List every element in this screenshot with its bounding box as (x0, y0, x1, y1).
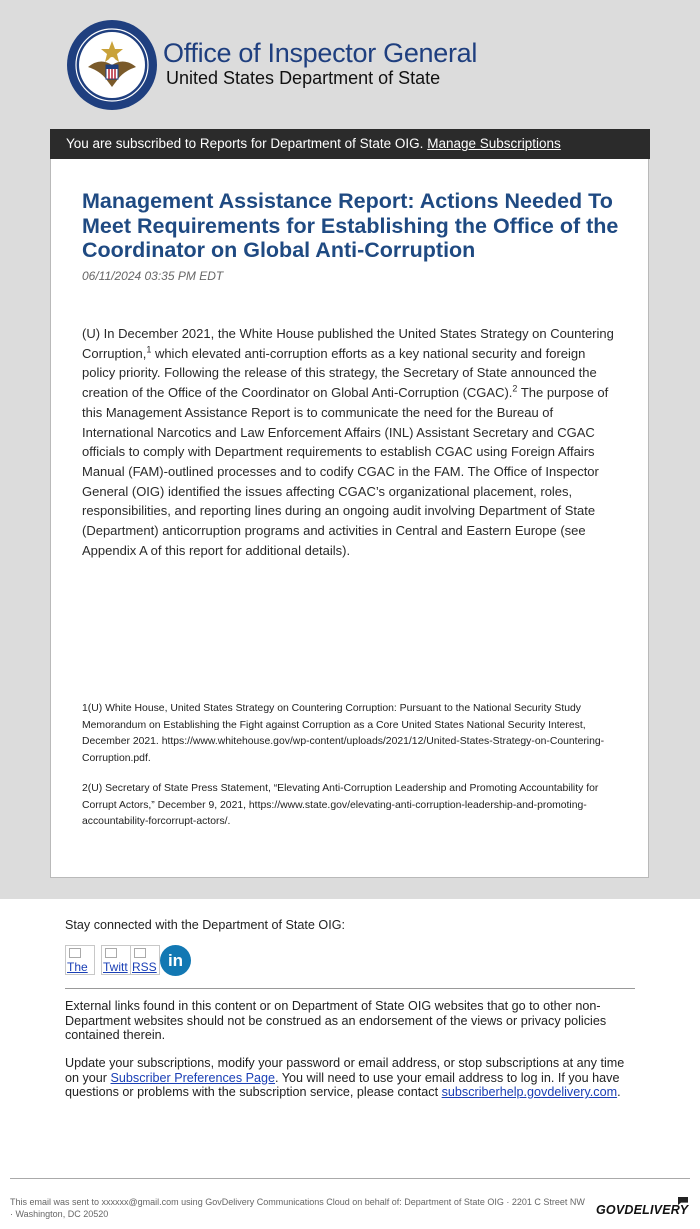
subscription-text: You are subscribed to Reports for Department of State OIG. (66, 136, 424, 151)
subscriber-preferences-link[interactable]: Subscriber Preferences Page (110, 1070, 276, 1085)
page-header (66, 19, 626, 111)
org-subtitle: United States Department of State (166, 68, 441, 88)
govdelivery-logo[interactable]: GOVDELIVERY (596, 1203, 689, 1217)
subscription-info (65, 1056, 640, 1100)
stay-connected-heading: Stay connected with the Department of State OIG: (65, 918, 346, 932)
subscription-message (66, 129, 561, 158)
rss-alt-text: RSS (132, 960, 157, 974)
footnote-2: 2(U) Secretary of State Press Statement, “Elevating Anti-Corruption Leadership and Promoting Accountability for Corrupt Actors,” December 9, 2021, https://www.state.gov/elevating-anti-corruption-leadership-and-promoting-accountability-forcorrupt-actors/. (82, 783, 599, 827)
broken-image-icon (105, 948, 117, 958)
footnote-ref-2: 2 (512, 383, 518, 394)
report-date: 06/11/2024 03:35 PM EDT (82, 269, 224, 283)
bottom-divider (10, 1178, 690, 1179)
facebook-alt-text: The (67, 960, 88, 974)
twitter-button[interactable] (101, 945, 131, 975)
twitter-alt-text: Twitt (103, 960, 128, 974)
email-sent-notice: This email was sent to xxxxxx@gmail.com using GovDelivery Communications Cloud on behalf of: Department of State OIG · 2201 C Street NW · Washington, DC 20520 (10, 1197, 585, 1219)
report-card (50, 159, 649, 878)
subscriber-help-link[interactable]: subscriberhelp.govdelivery.com (441, 1085, 618, 1099)
footer-divider (65, 988, 635, 989)
manage-subscriptions-link[interactable]: Manage Subscriptions (427, 136, 561, 151)
update-text-3: . (617, 1085, 621, 1099)
external-links-disclaimer: External links found in this content or on Department of State OIG websites that go to other non-Department websites should not be construed as an endorsement of the views or privacy policies contained therein. (65, 999, 607, 1042)
broken-image-icon (134, 948, 146, 958)
body-text-1: (U) In December 2021, the White House published the United States Strategy on Countering Corruption, (82, 326, 614, 361)
facebook-button[interactable] (65, 945, 95, 975)
footnote-ref-1: 1 (146, 344, 152, 355)
broken-image-icon (69, 948, 81, 958)
rss-button[interactable] (130, 945, 160, 975)
report-title: Management Assistance Report: Actions Needed To Meet Requirements for Establishing the Office of the Coordinator on Global Anti-Corruption (82, 189, 619, 262)
update-text-2: . You will need to use your email address to log in. If you have questions or problems with the subscription service, please contact (65, 1070, 620, 1099)
subscription-bar (50, 129, 650, 159)
report-body (82, 324, 622, 560)
linkedin-icon[interactable]: in (160, 945, 191, 976)
update-text-1: Update your subscriptions, modify your password or email address, or stop subscriptions at any time on your (65, 1056, 625, 1085)
body-text-3: The purpose of this Management Assistance Report is to communicate the need for the Bureau of International Narcotics and Law Enforcement Affairs (INL) Assistant Secretary and CGAC officials to comply with Department requirements to establish CGAC using Foreign Affairs Manual (FAM)-outlined processes and to codify CGAC in the FAM. The Office of Inspector General (OIG) identified the issues affecting CGAC’s organizational placement, roles, responsibilities, and reporting lines during an ongoing audit involving Department of State (Department) anticorruption programs and activities in Central and Eastern Europe (see Appendix A of this report for additional details). (82, 385, 609, 558)
footnote-1: 1(U) White House, United States Strategy on Countering Corruption: Pursuant to the National Security Study Memorandum on Establishing the Fight against Corruption as a Core United States National Security Interest, December 2021. https://www.whitehouse.gov/wp-content/uploads/2021/12/United-States-Strategy-on-Countering-Corruption.pdf. (82, 703, 605, 764)
body-text-2: which elevated anti-corruption efforts as a key national security and foreign policy priority. Following the release of this strategy, the Secretary of State announced the creation of the Office of the Coordinator on Global Anti-Corruption (CGAC). (82, 345, 597, 401)
org-title: Office of Inspector General (163, 38, 478, 68)
oig-seal-logo (66, 19, 158, 111)
